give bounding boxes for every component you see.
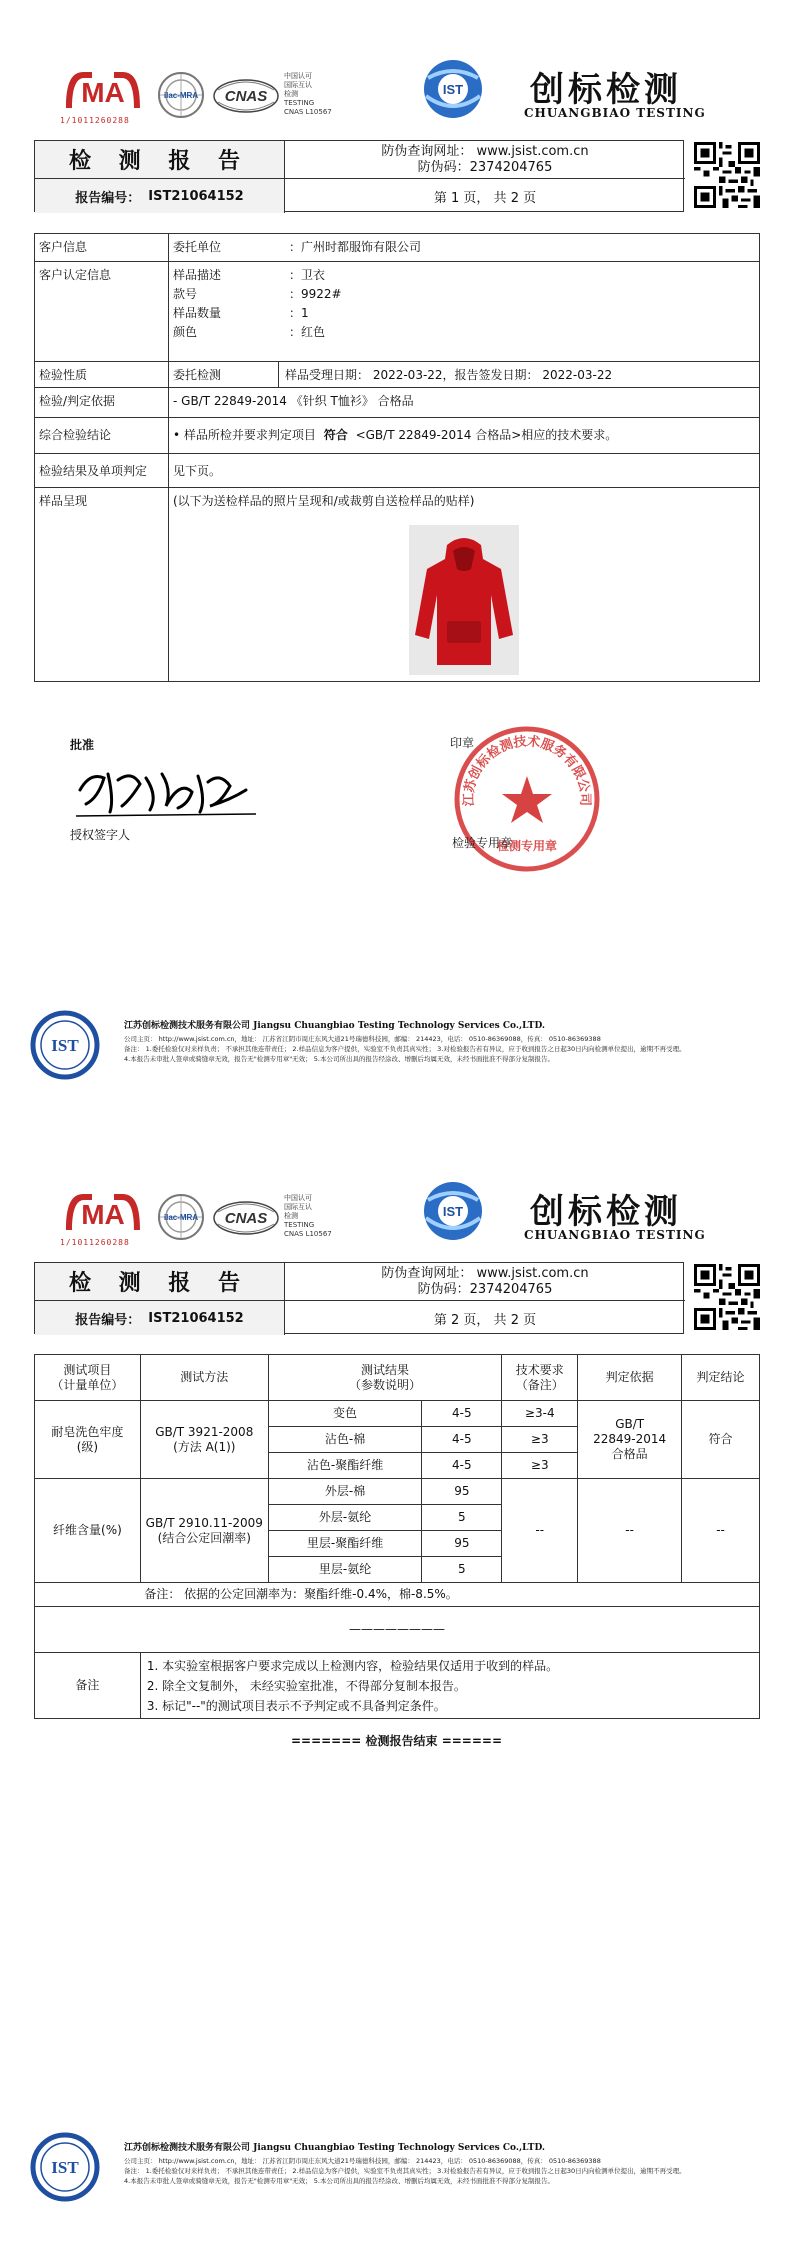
conclusion-label: 综合检验结论 (35, 418, 169, 454)
page-footer (30, 2132, 770, 2212)
svg-text:IST: IST (442, 1204, 464, 1219)
soap-result-name: 沾色-聚酯纤维 (268, 1453, 422, 1479)
verification-code: 防伪码：2374204765 (417, 1282, 553, 1297)
page-indicator: 第 2 页， 共 2 页 (433, 1312, 537, 1328)
fiber-result-name: 外层-氨纶 (268, 1505, 422, 1531)
sample-label: 样品呈现 (35, 488, 169, 682)
verification-info (285, 141, 685, 179)
soap-basis: GB/T 22849-2014 合格品 (578, 1401, 682, 1479)
verification-code: 防伪码：2374204765 (417, 160, 553, 175)
col-judgement-result: 判定结论 (682, 1355, 760, 1401)
color-key: 颜色 (173, 325, 198, 339)
verification-info (285, 1263, 685, 1301)
ilac-mra-logo (150, 1192, 212, 1242)
remarks-content (140, 1653, 759, 1719)
footer-company: 江苏创标检测技术服务有限公司 Jiangsu Chuangbiao Testing Technology Services Co.,LTD. (124, 2143, 546, 2153)
qr-code-icon (694, 1264, 760, 1330)
brand-name-cn: 创标检测 (530, 1192, 682, 1232)
soap-item: 耐皂洗色牢度 (级) (35, 1401, 141, 1479)
client-confirm-label: 客户认定信息 (35, 262, 169, 362)
footer-note-2: 4.本报告未审批人签章或骑缝章无效，报告无"检测专用章"无效； 5.本公司所出具的报告经涂改、增删后均属无效，未经书面批准不得部分复制报告。 (124, 2177, 554, 2185)
soap-method: GB/T 3921-2008 (方法 A(1)) (140, 1401, 268, 1479)
sample-desc-value: ：卫衣 (289, 268, 326, 282)
fiber-method: GB/T 2910.11-2009 (结合公定回潮率) (140, 1479, 268, 1583)
svg-text:CNAS: CNAS (224, 88, 268, 105)
qr-code-icon (694, 142, 760, 208)
authorized-signer: 授权签字人 (70, 828, 131, 842)
footer-note-1: 备注： 1.委托检验仅对来样负责； 不承担其他连带责任； 2.样品信息为客户提供，实验室不负责其真实性； 3.对检验报告若有异议，应于收到报告之日起30日内向检测单位提出，逾期不再受理。 (124, 2167, 686, 2175)
soap-result-name: 沾色-棉 (268, 1427, 422, 1453)
fiber-result-name: 里层-聚酯纤维 (268, 1531, 422, 1557)
svg-text:ilac-MRA: ilac-MRA (163, 1213, 199, 1222)
basis-label: 检验/判定依据 (35, 388, 169, 418)
client-unit-key: 委托单位 (173, 240, 222, 254)
company-seal-stamp (448, 720, 606, 878)
svg-text:CNAS: CNAS (224, 1210, 268, 1227)
report-number (35, 179, 285, 213)
color-value: ：红色 (289, 325, 326, 339)
basis-value: - GB/T 22849-2014 《针织 T恤衫》 合格品 (169, 388, 760, 418)
svg-text:检测专用章: 检测专用章 (496, 839, 558, 853)
report-dates: 样品受理日期： 2022-03-22，报告签发日期： 2022-03-22 (285, 368, 613, 382)
soap-result-value: 4-5 (422, 1401, 502, 1427)
report-head-box (34, 1262, 684, 1334)
col-test-item: 测试项目 （计量单位） (35, 1355, 141, 1401)
table-divider: ———————— (35, 1607, 760, 1653)
cnas-accreditation-text: 中国认可 国际互认 检测 TESTING CNAS L10567 (284, 1194, 332, 1238)
footer-company: 江苏创标检测技术服务有限公司 Jiangsu Chuangbiao Testing Technology Services Co.,LTD. (124, 1021, 546, 1031)
fiber-result-value: 95 (422, 1531, 502, 1557)
remark-item: 1. 本实验室根据客户要求完成以上检测内容，检验结果仅适用于收到的样品。 (146, 1658, 559, 1673)
report-header (0, 0, 793, 140)
page-indicator: 第 1 页， 共 2 页 (433, 190, 537, 206)
sample-details-cell (169, 262, 760, 362)
result-value: 见下页。 (169, 454, 760, 488)
signature-image (70, 760, 260, 820)
report-title: 检 测 报 告 (35, 1263, 285, 1301)
sample-qty-value: ：1 (289, 306, 309, 320)
report-number-label: 报告编号： (75, 1312, 141, 1328)
svg-text:IST: IST (51, 1036, 79, 1055)
report-number-value: IST21064152 (148, 188, 244, 204)
approve-label: 批准 (70, 738, 95, 752)
test-results-table (34, 1354, 760, 1719)
cnas-logo (212, 76, 280, 116)
verification-url: 防伪查询网址： www.jsist.com.cn (381, 144, 589, 159)
col-judgement-basis: 判定依据 (578, 1355, 682, 1401)
ist-ring-logo (30, 1010, 100, 1080)
cnas-logo (212, 1198, 280, 1238)
remarks-label: 备注 (35, 1653, 141, 1719)
table-row (35, 1401, 760, 1427)
fiber-note: 备注： 依据的公定回潮率为：聚酯纤维-0.4%，棉-8.5%。 (140, 1583, 759, 1607)
ma-certification-logo (62, 68, 144, 114)
col-tech-requirement: 技术要求 （备注） (502, 1355, 578, 1401)
soap-requirement: ≥3 (502, 1427, 578, 1453)
ist-ring-logo (30, 2132, 100, 2202)
fiber-result-name: 里层-氨纶 (268, 1557, 422, 1583)
soap-verdict: 符合 (682, 1401, 760, 1479)
ma-certification-logo (62, 1190, 144, 1236)
nature-label: 检验性质 (35, 362, 169, 388)
sample-qty-key: 样品数量 (173, 306, 222, 320)
soap-requirement: ≥3-4 (502, 1401, 578, 1427)
svg-text:MA: MA (81, 1199, 125, 1230)
client-unit-value: ：广州时都服饰有限公司 (289, 240, 422, 254)
ist-globe-logo (418, 56, 488, 122)
brand-name-en: CHUANGBIAO TESTING (524, 1228, 706, 1242)
result-label: 检验结果及单项判定 (35, 454, 169, 488)
ma-number: 1/1011260288 (60, 1238, 130, 1247)
svg-text:MA: MA (81, 77, 125, 108)
report-head-box (34, 140, 684, 212)
seal-label: 印章 (450, 736, 475, 750)
remarks-row (35, 1653, 760, 1719)
table-header-row (35, 1355, 760, 1401)
report-number-label: 报告编号： (75, 190, 141, 206)
report-number-value: IST21064152 (148, 1310, 244, 1326)
nature-cell (169, 362, 760, 388)
svg-text:IST: IST (51, 2158, 79, 2177)
fiber-requirement: -- (502, 1479, 578, 1583)
sample-cell (169, 488, 760, 682)
sample-desc-key: 样品描述 (173, 268, 222, 282)
brand-name-cn: 创标检测 (530, 70, 682, 110)
table-row (35, 1607, 760, 1653)
report-page-2 (0, 1122, 793, 2244)
footer-address: 公司主页： http://www.jsist.com.cn，地址： 江苏省江阴市周庄东风大道21号瑞德科技园，邮编： 214423，电话： 0510-86369088，传真： 0510-86369388 (124, 2157, 601, 2165)
report-info-table (34, 233, 760, 682)
nature-value: 委托检测 (169, 362, 279, 387)
report-header (0, 1122, 793, 1262)
soap-result-value: 4-5 (422, 1427, 502, 1453)
remark-item: 3. 标记"--"的测试项目表示不予判定或不具备判定条件。 (146, 1698, 446, 1713)
table-row (35, 1583, 760, 1607)
svg-text:IST: IST (442, 82, 464, 97)
svg-text:ilac-MRA: ilac-MRA (163, 91, 199, 100)
page-footer (30, 1010, 770, 1090)
ma-number: 1/1011260288 (60, 116, 130, 125)
fiber-item: 纤维含量(%) (35, 1479, 141, 1583)
footer-note-1: 备注： 1.委托检验仅对来样负责； 不承担其他连带责任； 2.样品信息为客户提供，实验室不负责其真实性； 3.对检验报告若有异议，应于收到报告之日起30日内向检测单位提出，逾期不再受理。 (124, 1045, 686, 1053)
fiber-result-name: 外层-棉 (268, 1479, 422, 1505)
fiber-result-value: 95 (422, 1479, 502, 1505)
style-no-key: 款号 (173, 287, 198, 301)
client-info-label: 客户信息 (35, 234, 169, 262)
col-test-result: 测试结果 （参数说明） (268, 1355, 502, 1401)
fiber-result-value: 5 (422, 1557, 502, 1583)
svg-text:江苏创标检测技术服务有限公司: 江苏创标检测技术服务有限公司 (461, 734, 593, 807)
report-number (35, 1301, 285, 1335)
report-end-mark: ======= 检测报告结束 ====== (290, 1734, 503, 1748)
fiber-verdict: -- (682, 1479, 760, 1583)
conclusion-verdict: 符合 (323, 428, 348, 442)
style-no-value: ：9922# (289, 287, 342, 301)
report-title: 检 测 报 告 (35, 141, 285, 179)
remark-item: 2. 除全文复制外， 未经实验室批准，不得部分复制本报告。 (146, 1678, 466, 1693)
ist-globe-logo (418, 1178, 488, 1244)
client-info-cell (169, 234, 760, 262)
sample-hoodie-photo (409, 525, 519, 675)
verification-url: 防伪查询网址： www.jsist.com.cn (381, 1266, 589, 1281)
table-row (35, 1479, 760, 1505)
soap-requirement: ≥3 (502, 1453, 578, 1479)
col-test-method: 测试方法 (140, 1355, 268, 1401)
sample-caption: (以下为送检样品的照片呈现和/或裁剪自送检样品的贴样) (173, 494, 475, 508)
soap-result-value: 4-5 (422, 1453, 502, 1479)
seal-caption: 检验专用章 (452, 836, 513, 850)
soap-result-name: 变色 (268, 1401, 422, 1427)
footer-address: 公司主页： http://www.jsist.com.cn，地址： 江苏省江阴市周庄东风大道21号瑞德科技园，邮编： 214423，电话： 0510-86369088，传真： 0510-86369388 (124, 1035, 601, 1043)
fiber-basis: -- (578, 1479, 682, 1583)
cnas-accreditation-text: 中国认可 国际互认 检测 TESTING CNAS L10567 (284, 72, 332, 116)
conclusion-value: • 样品所检并要求判定项目 符合 <GB/T 22849-2014 合格品>相应的技术要求。 (169, 418, 760, 454)
ilac-mra-logo (150, 70, 212, 120)
footer-note-2: 4.本报告未审批人签章或骑缝章无效，报告无"检测专用章"无效； 5.本公司所出具的报告经涂改、增删后均属无效，未经书面批准不得部分复制报告。 (124, 1055, 554, 1063)
brand-name-en: CHUANGBIAO TESTING (524, 106, 706, 120)
fiber-result-value: 5 (422, 1505, 502, 1531)
